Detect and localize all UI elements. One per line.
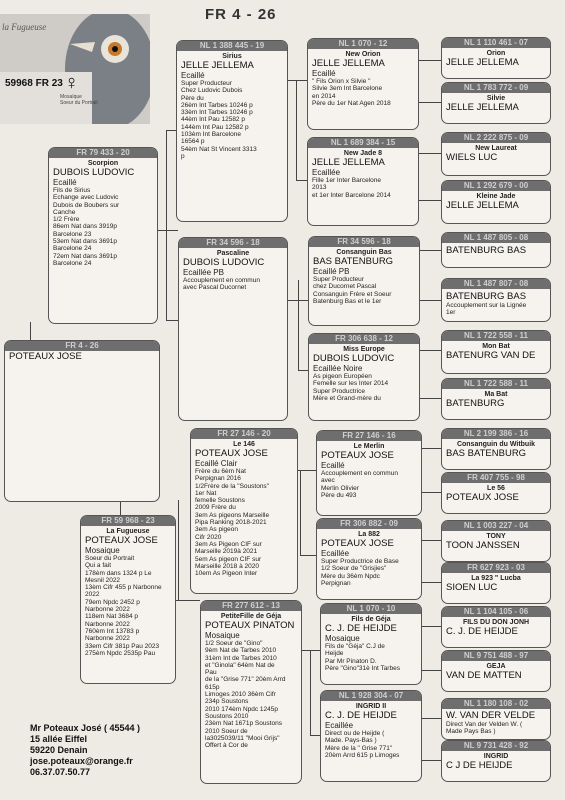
card-text: Super Productrice de Base 1/2 Soeur de "Grisjies" Mère du 36èm Npdc Perpignan bbox=[321, 558, 399, 587]
card-ring: NL 1 070 - 10 bbox=[321, 604, 421, 614]
card-text: Soeur du Portrait Qui a fait 178èm dans 1324 p Le Mesnil 2022 13èm Cifr 455 p Narbonne 2022 79em Npdc 2452 p Narbonne 2022 118em Nat 3684 p Narbonne 2022 760èm Int 13783 p Narbonne 2022 33em Cifr 381p Pau 2023 275èm Npdc 2535p Pau bbox=[85, 555, 162, 657]
connector-line bbox=[296, 470, 316, 471]
great-grandparent-card[interactable] bbox=[316, 430, 422, 516]
card-ring: FR 79 433 - 20 bbox=[49, 148, 157, 158]
connector-line bbox=[420, 492, 441, 493]
card-color: Ecaillé bbox=[312, 69, 336, 78]
card-tag: New Laureat bbox=[475, 145, 517, 152]
card-tag: Consanguin du Witbuik bbox=[456, 441, 536, 448]
card-color: Mosaique bbox=[85, 546, 120, 555]
card-ring: NL 1 003 227 - 04 bbox=[442, 521, 550, 531]
gg-grandparent-card[interactable] bbox=[441, 520, 551, 562]
great-grandparent-card[interactable] bbox=[320, 603, 422, 685]
card-color: Ecaillée PB bbox=[183, 268, 224, 277]
card-tag: La 923 " Lucba bbox=[471, 575, 521, 582]
card-breeder: VAN DE MATTEN bbox=[446, 670, 522, 681]
great-grandparent-card[interactable] bbox=[308, 333, 420, 421]
connector-line bbox=[420, 448, 441, 449]
card-breeder: POTEAUX JOSE bbox=[446, 492, 519, 503]
card-breeder: DUBOIS LUDOVIC bbox=[183, 257, 265, 268]
card-ring: NL 2 222 875 - 09 bbox=[442, 133, 550, 143]
subject-card[interactable] bbox=[4, 340, 160, 502]
card-breeder: WIELS LUC bbox=[446, 152, 498, 163]
card-tag: FILS DU DON JONH bbox=[462, 619, 530, 626]
card-breeder: BAS BATENBURG bbox=[446, 448, 527, 459]
connector-line bbox=[30, 322, 31, 340]
gg-grandparent-card[interactable] bbox=[441, 330, 551, 374]
card-tag: Fils de Géja bbox=[351, 616, 391, 623]
card-color: Mosaique bbox=[205, 631, 240, 640]
gg-grandparent-card[interactable] bbox=[441, 278, 551, 322]
card-tag: Mon Bat bbox=[482, 343, 510, 350]
brand-label: la Fugueuse bbox=[2, 22, 47, 32]
card-breeder: BAS BATENBURG bbox=[313, 256, 394, 267]
card-color: Ecaillé bbox=[321, 461, 345, 470]
connector-line bbox=[420, 582, 441, 583]
connector-line bbox=[300, 555, 316, 556]
gg-grandparent-card[interactable] bbox=[441, 698, 551, 740]
card-ring: NL 9 751 488 - 97 bbox=[442, 651, 550, 661]
connector-line bbox=[300, 470, 301, 555]
card-text: Direct Van der Velden W. ( Made Pays Bas ) bbox=[446, 721, 523, 736]
connector-line bbox=[298, 280, 299, 370]
connector-line bbox=[420, 760, 441, 761]
card-text: Fils de "Géja" C.J de Heijde Par Mr Pinaton D. Père "Gino"31è Int Tarbes bbox=[325, 643, 400, 672]
card-text: Direct ou de Heijde ( Made. Pays-Bas ) Mère de la " Grise 771" 20èm Arrd 615 p Limoges bbox=[325, 730, 400, 759]
connector-line bbox=[310, 735, 320, 736]
card-tag: La Fugueuse bbox=[106, 528, 150, 535]
card-breeder: BATENBURG BAS bbox=[446, 245, 527, 256]
connector-line bbox=[298, 370, 308, 371]
connector-line bbox=[418, 250, 441, 251]
gg-grandparent-card[interactable] bbox=[441, 650, 551, 692]
connector-line bbox=[166, 320, 178, 321]
card-ring: FR 306 638 - 12 bbox=[309, 334, 419, 344]
card-ring: FR 627 923 - 03 bbox=[442, 563, 550, 573]
card-ring: NL 1 928 304 - 07 bbox=[321, 691, 421, 701]
grandparent-card[interactable] bbox=[178, 237, 288, 421]
owner-email[interactable]: jose.poteaux@orange.fr bbox=[30, 756, 133, 766]
grandparent-card[interactable] bbox=[190, 428, 298, 594]
connector-line bbox=[296, 80, 297, 180]
card-tag: Pascaline bbox=[216, 250, 250, 257]
card-ring: NL 1 180 108 - 02 bbox=[442, 699, 550, 709]
card-breeder: TOON JANSSEN bbox=[446, 540, 520, 551]
connector-line bbox=[420, 718, 441, 719]
connector-line bbox=[166, 130, 167, 320]
card-color: Ecaillée bbox=[321, 549, 350, 558]
card-tag: Le 146 bbox=[233, 441, 255, 448]
card-breeder: POTEAUX JOSE bbox=[321, 538, 394, 549]
card-breeder: POTEAUX JOSE bbox=[321, 450, 394, 461]
connector-line bbox=[178, 500, 179, 600]
connector-line bbox=[417, 60, 441, 61]
connector-line bbox=[174, 600, 200, 601]
card-ring: NL 1 722 588 - 11 bbox=[442, 379, 550, 389]
connector-line bbox=[420, 626, 441, 627]
card-color: Ecaillé bbox=[181, 71, 205, 80]
card-ring: NL 1 487 807 - 08 bbox=[442, 279, 550, 289]
card-ring: NL 1 783 772 - 09 bbox=[442, 83, 550, 93]
card-tag: Scorpion bbox=[87, 160, 119, 167]
card-color: Ecaillée Noire bbox=[313, 364, 363, 373]
card-tag: INGRID bbox=[483, 753, 509, 760]
card-tag: Miss Europe bbox=[343, 346, 385, 353]
sire-card[interactable] bbox=[48, 147, 158, 324]
card-breeder: DUBOIS LUDOVIC bbox=[313, 353, 395, 364]
card-breeder: JELLE JELLEMA bbox=[446, 57, 519, 68]
card-color: Ecaillée bbox=[325, 721, 354, 730]
card-tag: TONY bbox=[486, 533, 506, 540]
card-ring: NL 1 110 461 - 07 bbox=[442, 38, 550, 48]
connector-line bbox=[158, 230, 178, 231]
card-color: Ecaillée bbox=[312, 168, 341, 177]
card-ring: NL 1 070 - 12 bbox=[308, 39, 418, 49]
owner-contact bbox=[30, 723, 140, 778]
card-ring: NL 9 731 428 - 92 bbox=[442, 741, 550, 751]
photo-ring-number: 59968 FR 23 bbox=[5, 78, 63, 89]
gg-grandparent-card[interactable] bbox=[441, 180, 551, 224]
card-breeder: JELLE JELLEMA bbox=[312, 58, 385, 69]
connector-line bbox=[417, 102, 441, 103]
card-tag: Orion bbox=[486, 50, 506, 57]
connector-line bbox=[120, 500, 121, 515]
card-text: Super Producteur Chez Ludovic Dubois Père du 26èm Int Tarbes 10246 p 33èm Int Tarbes 10246 p 44èm Int Pau 12582 p 144èm Int Pau 12582 p 103èm Int Barcelone 16564 p 54èm Nat St Vincent 3313 p bbox=[181, 80, 257, 160]
card-ring: FR 34 596 - 18 bbox=[179, 238, 287, 248]
gg-grandparent-card[interactable] bbox=[441, 232, 551, 268]
card-text: Accouplement en commun avec Merlin Olivier Père du 493 bbox=[321, 470, 398, 499]
card-ring: FR 4 - 26 bbox=[5, 341, 159, 351]
card-ring: NL 1 104 105 - 06 bbox=[442, 607, 550, 617]
female-symbol-icon: ♀ bbox=[64, 72, 79, 94]
card-text: Super Producteur chez Ducornet Pascal Consanguin Frère et Soeur Batenburg Bas et le 1er bbox=[313, 276, 392, 305]
pigeon-photo bbox=[0, 14, 150, 124]
card-breeder: C. J. DE HEIJDE bbox=[446, 626, 518, 637]
card-tag: Ma Bat bbox=[484, 391, 508, 398]
gg-grandparent-card[interactable] bbox=[441, 472, 551, 514]
dam-card[interactable] bbox=[80, 515, 176, 684]
card-ring: NL 1 388 445 - 19 bbox=[177, 41, 287, 51]
connector-line bbox=[286, 300, 308, 301]
card-ring: FR 306 882 - 09 bbox=[317, 519, 421, 529]
gg-grandparent-card[interactable] bbox=[441, 606, 551, 648]
card-color: Ecaillé Clair bbox=[195, 459, 238, 468]
card-ring: FR 34 596 - 18 bbox=[309, 237, 419, 247]
card-tag: Sirius bbox=[222, 53, 242, 60]
card-breeder: BATENURG VAN DE bbox=[446, 350, 536, 361]
card-ring: NL 1 722 558 - 11 bbox=[442, 331, 550, 341]
connector-line bbox=[417, 153, 441, 154]
card-breeder: POTEAUX JOSE bbox=[195, 448, 268, 459]
card-tag: INGRID II bbox=[355, 703, 387, 710]
gg-grandparent-card[interactable] bbox=[441, 82, 551, 124]
great-grandparent-card[interactable] bbox=[316, 518, 422, 600]
card-color: Ecaillé PB bbox=[313, 267, 350, 276]
card-tag: Kleine Jade bbox=[476, 193, 516, 200]
card-ring: NL 2 199 386 - 16 bbox=[442, 429, 550, 439]
card-breeder: POTEAUX JOSE bbox=[9, 351, 82, 362]
card-ring: FR 27 146 - 20 bbox=[191, 429, 297, 439]
card-breeder: JELLE JELLEMA bbox=[446, 200, 519, 211]
card-text: Accouplement sur la Lignée 1er bbox=[446, 302, 527, 317]
card-tag: La 882 bbox=[358, 531, 380, 538]
card-ring: NL 1 689 384 - 15 bbox=[308, 138, 418, 148]
great-grandparent-card[interactable] bbox=[307, 137, 419, 226]
card-breeder: BATENBURG BAS bbox=[446, 291, 527, 302]
card-breeder: C J DE HEIJDE bbox=[446, 760, 513, 771]
connector-line bbox=[176, 230, 177, 231]
card-tag: New Jade 8 bbox=[343, 150, 383, 157]
card-tag: New Orion bbox=[345, 51, 381, 58]
card-breeder: C. J. DE HEIJDE bbox=[325, 623, 397, 634]
great-grandparent-card[interactable] bbox=[307, 38, 419, 130]
owner-city: 59220 Denain bbox=[30, 745, 88, 755]
card-breeder: W. VAN DER VELDE bbox=[446, 710, 536, 721]
card-ring: NL 1 487 805 - 08 bbox=[442, 233, 550, 243]
card-text: Accouplement en commun avec Pascal Ducornet bbox=[183, 277, 260, 292]
connector-line bbox=[166, 130, 176, 131]
card-tag: Consanguin Bas bbox=[336, 249, 392, 256]
card-breeder: C. J. DE HEIJDE bbox=[325, 710, 397, 721]
card-tag: Le 56 bbox=[487, 485, 505, 492]
connector-line bbox=[420, 670, 441, 671]
connector-line bbox=[418, 300, 441, 301]
owner-address: 15 allée Eiffel bbox=[30, 734, 88, 744]
card-breeder: JELLE JELLEMA bbox=[446, 102, 519, 113]
card-color: Mosaique bbox=[325, 634, 360, 643]
connector-line bbox=[310, 650, 311, 735]
great-grandparent-card[interactable] bbox=[308, 236, 420, 326]
card-text: " Fils Orion x Silvie " Silvie 3em Int Barcelone en 2014 Père du 1er Nat Agen 2018 bbox=[312, 78, 391, 107]
card-tag: PetiteFille de Géja bbox=[220, 613, 282, 620]
gg-grandparent-card[interactable] bbox=[441, 132, 551, 176]
grandparent-card[interactable] bbox=[200, 600, 302, 784]
card-tag: Le Merlin bbox=[353, 443, 385, 450]
card-breeder: JELLE JELLEMA bbox=[312, 157, 385, 168]
card-breeder: SIOEN LUC bbox=[446, 582, 498, 593]
card-breeder: POTEAUX PINATON bbox=[205, 620, 295, 631]
card-ring: NL 1 292 679 - 00 bbox=[442, 181, 550, 191]
card-ring: FR 407 755 - 98 bbox=[442, 473, 550, 483]
gg-grandparent-card[interactable] bbox=[441, 562, 551, 604]
gg-grandparent-card[interactable] bbox=[441, 378, 551, 420]
card-text: Frère du 6èm Nat Perpignan 2016 1/2Frère de la "Soustons" 1er Nat femelle Soustons 2009 Frère du 3em As pigeons Marseille Pipa Ranking 2018-2021 3em As pigeon Cifr 2020 3em As Pigeon CIF sur Marseille 2019à 2021 5em As pigeon CIF sur Marseille 2018 à 2020 10em As Pigeon Inter bbox=[195, 468, 270, 578]
gg-grandparent-card[interactable] bbox=[441, 37, 551, 79]
owner-name: Mr Poteaux José ( 45544 ) bbox=[30, 723, 141, 733]
card-tag: GEJA bbox=[486, 663, 506, 670]
connector-line bbox=[418, 398, 441, 399]
card-ring: FR 59 968 - 23 bbox=[81, 516, 175, 526]
photo-caption: Mosaïque Soeur du Portrait bbox=[60, 94, 98, 106]
owner-phone: 06.37.07.50.77 bbox=[30, 767, 91, 777]
card-tag: Silvie bbox=[486, 95, 506, 102]
card-breeder: BATENBURG bbox=[446, 398, 505, 409]
card-ring: FR 27 146 - 16 bbox=[317, 431, 421, 441]
gg-grandparent-card[interactable] bbox=[441, 428, 551, 470]
grandparent-card[interactable] bbox=[176, 40, 288, 222]
card-color: Ecaillé bbox=[53, 178, 77, 187]
card-breeder: JELLE JELLEMA bbox=[181, 60, 254, 71]
connector-line bbox=[420, 540, 441, 541]
card-text: Fille 1er Inter Barcelone 2013 et 1er Inter Barcelone 2014 bbox=[312, 177, 391, 199]
gg-grandparent-card[interactable] bbox=[441, 740, 551, 782]
great-grandparent-card[interactable] bbox=[320, 690, 422, 782]
card-text: As pigeon Européen Femelle sur les Inter 2014 Super Productrice Mère et Grand-mère du bbox=[313, 373, 389, 402]
card-ring: FR 277 612 - 13 bbox=[201, 601, 301, 611]
connector-line bbox=[296, 180, 307, 181]
card-text: 1/2 Soeur de "Gino" 9èm Nat de Tarbes 2010 31èm Int de Tarbes 2010 et "Ginola" 64èm Nat de Pau de la "Grise 771" 20èm Arrd 615p Limoges 2010 36èm Cifr 234p Soustons 2010 174èm Npdc 1245p Soustons 2010 23èm Nat 1671p Soustons 2010 Soeur de la3025039/11 "Mooi Grijs" Offert à Cor de bbox=[205, 640, 286, 750]
card-text: Fils de Sirius Echange avec Ludovic Dubois de Boubers sur Canche 1/2 Frère 86em Nat dans 3919p Barcelone 23 53em Nat dans 3691p Barcelone 24 72em Nat dans 3691p Barcelone 24 bbox=[53, 187, 120, 267]
connector-line bbox=[417, 200, 441, 201]
connector-line bbox=[418, 350, 441, 351]
card-breeder: POTEAUX JOSE bbox=[85, 535, 158, 546]
card-breeder: DUBOIS LUDOVIC bbox=[53, 167, 135, 178]
page-title: FR 4 - 26 bbox=[205, 6, 277, 23]
